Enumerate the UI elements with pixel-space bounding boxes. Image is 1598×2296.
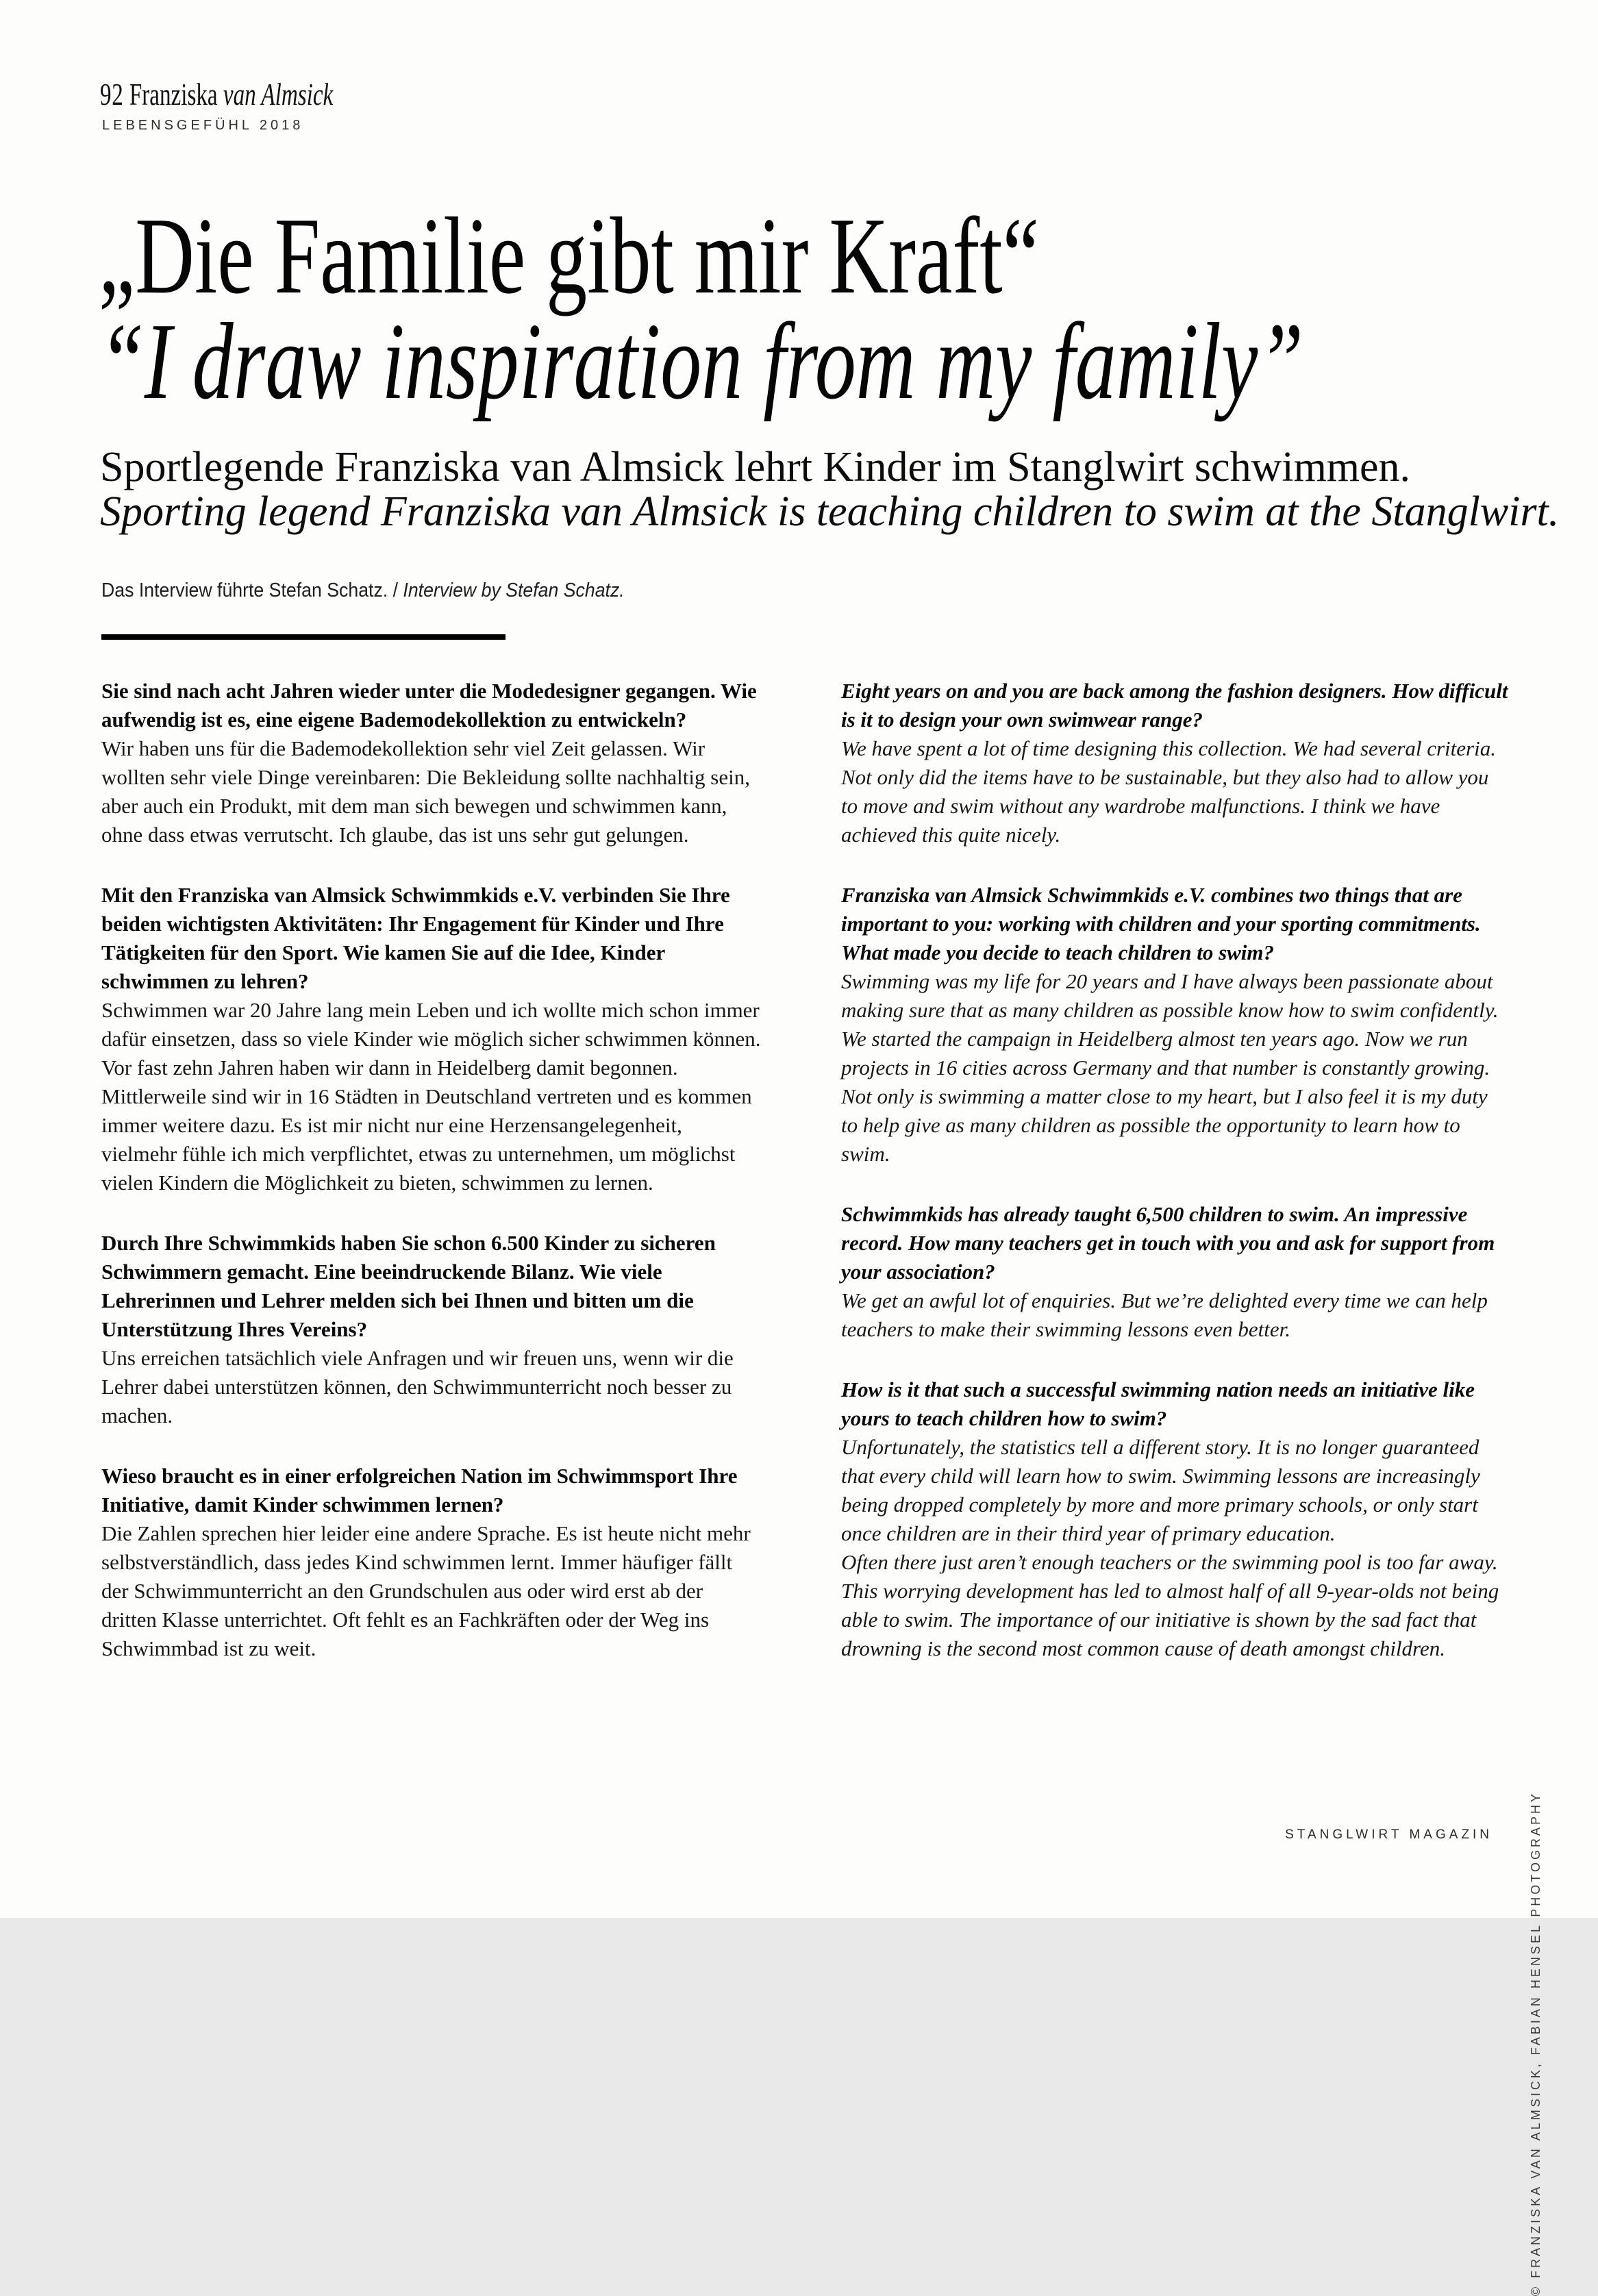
qa-block xyxy=(101,677,762,849)
article-title xyxy=(99,195,1304,422)
byline-separator: / xyxy=(388,579,403,601)
qa-block xyxy=(101,1229,762,1430)
article-title-german: „Die Familie gibt mir Kraft“ xyxy=(99,195,1039,316)
issue-label: LEBENSGEFÜHL 2018 xyxy=(102,118,304,133)
standfirst-german: Sportlegende Franziska van Almsick lehrt Kinder im Stanglwirt schwimmen. xyxy=(100,444,1411,490)
qa-block xyxy=(841,1200,1509,1344)
page-number: 92 xyxy=(100,77,124,112)
answer-paragraph: Swimming was my life for 20 years and I have always been passionate about making sure that as many children as possible know how to swim confidently. We started the campaign in Heidelberg almost ten years ago. Now we run projects in 16 cities across Germany and that number is constantly growing. Not only is swimming a matter close to my heart, but I also feel it is my duty to help give as many children as possible the opportunity to learn how to swim. xyxy=(841,969,1499,1166)
answer-paragraph: We get an awful lot of enquiries. But we’re delighted every time we can help teachers to make their swimming lessons even better. xyxy=(841,1288,1488,1341)
qa-block xyxy=(841,1375,1509,1663)
byline xyxy=(101,579,625,602)
question: Franziska van Almsick Schwimmkids e.V. combines two things that are important to you: working with children and your sporting commitments. What made you decide to teach children to swim? xyxy=(841,883,1481,964)
photo-credit: © FRANZISKA VAN ALMSICK, FABIAN HENSEL PHOTOGRAPHY xyxy=(1529,1791,1543,2296)
question: How is it that such a successful swimming nation needs an initiative like yours to teach children how to swim? xyxy=(841,1377,1475,1430)
question: Durch Ihre Schwimmkids haben Sie schon 6.500 Kinder zu sicheren Schwimmern gemacht. Eine beeindruckende Bilanz. Wie viele Lehrerinnen und Lehrer melden sich bei Ihnen und bitten um die Unterstützung Ihres Vereins? xyxy=(101,1231,716,1341)
column-german xyxy=(101,677,762,1695)
qa-block xyxy=(841,677,1509,849)
magazine-footer: STANGLWIRT MAGAZIN xyxy=(1285,1827,1493,1842)
byline-english: Interview by Stefan Schatz. xyxy=(403,579,625,601)
header-name-regular: Franziska xyxy=(129,77,218,112)
question: Eight years on and you are back among the fashion designers. How difficult is it to design your own swimwear range? xyxy=(841,679,1508,732)
question: Mit den Franziska van Almsick Schwimmkids e.V. verbinden Sie Ihre beiden wichtigsten Aktivitäten: Ihr Engagement für Kinder und Ihre Tätigkeiten für den Sport. Wie kamen Sie auf die Idee, Kinder schwimmen zu lehren? xyxy=(101,883,730,993)
column-english xyxy=(841,677,1509,1695)
question: Wieso braucht es in einer erfolgreichen Nation im Schwimmsport Ihre Initiative, damit Kinder schwimmen lernen? xyxy=(101,1464,738,1517)
answer-paragraph: Die Zahlen sprechen hier leider eine andere Sprache. Es ist heute nicht mehr selbstverständlich, dass jedes Kind schwimmen lernt. Immer häufiger fällt der Schwimmunterricht an den Grundschulen aus oder wird erst ab der dritten Klasse unterrichtet. Oft fehlt es an Fachkräften oder der Weg ins Schwimmbad ist zu weit. xyxy=(101,1521,751,1660)
standfirst-english: Sporting legend Franziska van Almsick is teaching children to swim at the Stanglwirt. xyxy=(100,488,1560,535)
answer-paragraph: Unfortunately, the statistics tell a different story. It is no longer guaranteed that every child will learn how to swim. Swimming lessons are increasingly being dropped completely by more and more primary schools, or only start once children are in their third year of primary education. xyxy=(841,1435,1480,1545)
answer-paragraph: Schwimmen war 20 Jahre lang mein Leben und ich wollte mich schon immer dafür einsetzen, dass so viele Kinder wie möglich sicher schwimmen können. Vor fast zehn Jahren haben wir dann in Heidelberg damit begonnen. Mittlerweile sind wir in 16 Städten in Deutschland vertreten und es kommen immer weitere dazu. Es ist mir nicht nur eine Herzensangelegenheit, vielmehr fühle ich mich verpflichtet, etwas zu unternehmen, um möglichst vielen Kindern die Möglichkeit zu bieten, schwimmen zu lernen. xyxy=(101,998,761,1195)
answer-paragraph: Wir haben uns für die Bademodekollektion sehr viel Zeit gelassen. Wir wollten sehr viele Dinge vereinbaren: Die Bekleidung sollte nachhaltig sein, aber auch ein Produkt, mit dem man sich bewegen und schwimmen kann, ohne dass etwas verrutscht. Ich glaube, das ist uns sehr gut gelungen. xyxy=(101,736,750,847)
answer-paragraph: Uns erreichen tatsächlich viele Anfragen und wir freuen uns, wenn wir die Lehrer dabei unterstützen können, den Schwimmunterricht noch besser zu machen. xyxy=(101,1346,734,1427)
answer-paragraph: We have spent a lot of time designing this collection. We had several criteria. Not only did the items have to be sustainable, but they also had to allow you to move and swim without any wardrobe malfunctions. I think we have achieved this quite nicely. xyxy=(841,736,1496,847)
question: Sie sind nach acht Jahren wieder unter die Modedesigner gegangen. Wie aufwendig ist es, eine eigene Bademodekollektion zu entwickeln? xyxy=(101,679,757,732)
article-title-english: “I draw inspiration from my family” xyxy=(99,300,1304,422)
qa-block xyxy=(101,1462,762,1663)
qa-block xyxy=(101,881,762,1197)
question: Schwimmkids has already taught 6,500 children to swim. An impressive record. How many teachers get in touch with you and ask for support from your association? xyxy=(841,1202,1495,1284)
section-rule xyxy=(101,634,505,640)
header-name-italic: van Almsick xyxy=(223,77,334,112)
answer-paragraph: Often there just aren’t enough teachers or the swimming pool is too far away. This worrying development has led to almost half of all 9-year-olds not being able to swim. The importance of our initiative is shown by the sad fact that drowning is the second most common cause of death amongst children. xyxy=(841,1550,1499,1660)
standfirst xyxy=(100,445,1559,534)
qa-block xyxy=(841,881,1509,1169)
byline-german: Das Interview führte Stefan Schatz. xyxy=(101,579,388,601)
page-header xyxy=(100,77,333,112)
